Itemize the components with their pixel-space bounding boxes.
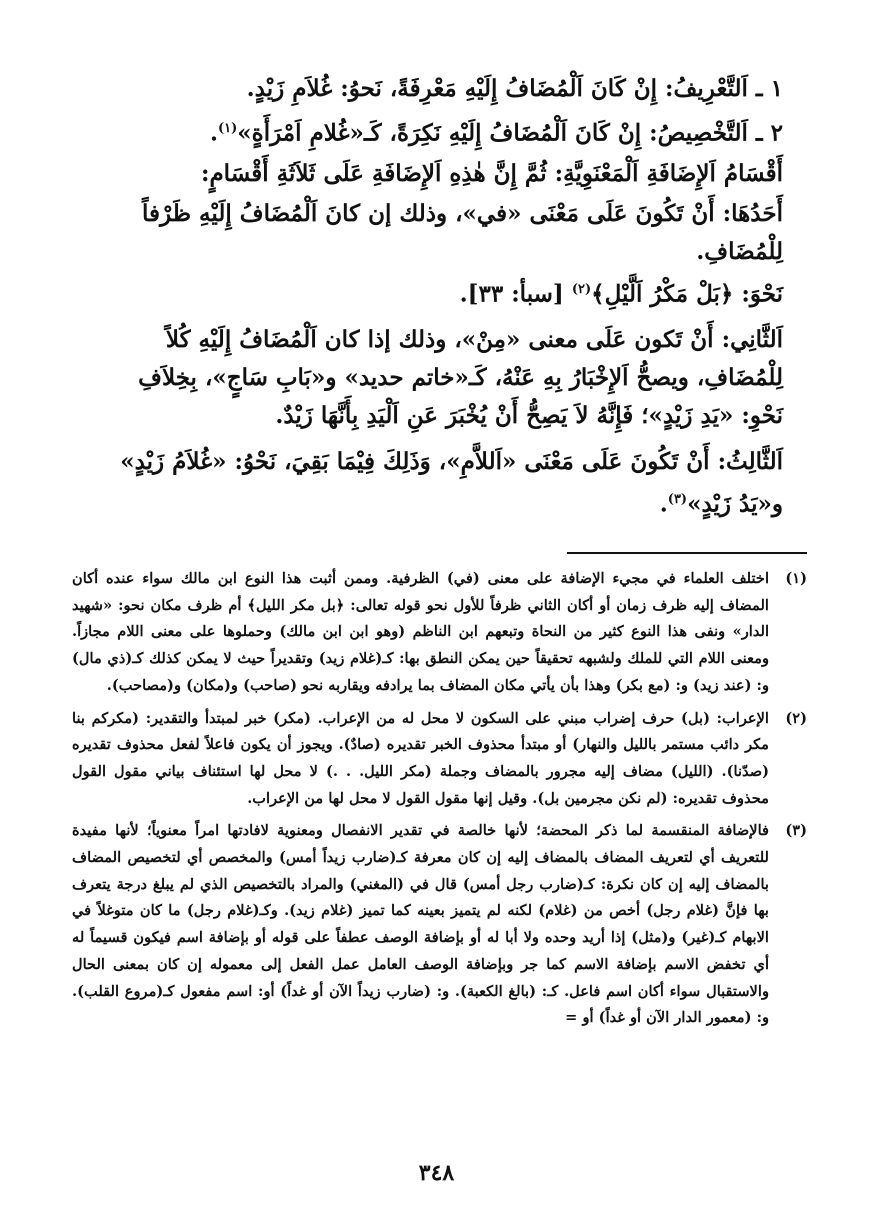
paragraph-first: [100, 195, 783, 314]
item-takhsis: ٢ ـ اَلتَّخْصِيصُ: إِنْ كَانَ اَلْمُضَافُ إِلَيْهِ نَكِرَةً، كَـ«غُلامِ اَمْرَأَةٍ»$^{(١)}$.: [209, 119, 783, 147]
quran-citation: [سبأ: ٣٣].: [459, 280, 564, 308]
footnote-2: [72, 706, 807, 813]
footnote-ref-3[interactable]: (٣): [667, 492, 688, 508]
footnote-3: [72, 818, 807, 1032]
page-number: ٣٤٨: [418, 1160, 455, 1186]
footnote-body: [72, 706, 769, 813]
footnote-1: [72, 566, 807, 700]
footnote-ref-2[interactable]: (٢): [571, 281, 592, 297]
item-tarif-text: ١ ـ اَلتَّعْرِيفُ: إِنْ كَانَ اَلْمُضَافُ إِلَيْهِ مَعْرِفَةً، نَحوُ: غُلاَمِ زَيْدٍ.: [246, 75, 783, 102]
footnote-text: فالإضافة المنقسمة لما ذكر المحضة؛ لأنها خالصة في تقدير الانفصال ومعنوية لافادتها امراً معنوياً؛ لأنها مفيدة للتعريف أي لتعريف المضاف بالمضاف إليه إن كان معرفة كـ(ضارب زيداً أمس) والمخصص أي لتخصيص المضاف بالمضاف إليه إن كان نكرة: كـ(ضارب رجل أمس) قال في (المغني) والمراد بالتخصيص الذي لم يبلغ درجة يتعرف بها فإنَّ (غلام رجل) أخص من (غلام) لكنه لم يتميز بعينه كما تميز (غلام زيد). وكـ(غلام رجل) ما كان متوغلاً في الابهام كـ(غير) و(مثل) إذا أريد وحده ولا أبا له أو بإضافة الوصف عطفاً على قوله أو بإضافة اسم فيكون قسيماً له أي تخفض الاسم بإضافة الاسم كما جر وبإضافة الوصف العامل عمل الفعل إلى معموله إن كان بمعنى الحال والاستقبال سواء أكان اسم فاعل. كـ: (بالغ الكعبة). و: (ضارب زيداً الآن أو غداً) أو: اسم مفعول كـ(مروع القلب). و: (معمور الدار الآن أو غداً) أو =: [72, 822, 769, 1027]
footnote-separator: [567, 552, 807, 554]
paragraph-second-text: اَلثَّانِي: أَنْ تَكون عَلَى معنى «مِنْ»، وذلك إذا كان اَلْمُضَافُ إِلَيْهِ كُلاً لِلْمُضَافِ، ويصحُّ اَلإِخْبَارُ بِهِ عَنْهُ، كَـ«خاتم حديد» و«بَابِ سَاجٍ»، بِخِلاَفِ نَحْوِ: «يَدِ زَيْدٍ»؛ فَإِنَّهُ لاَ يَصِحُّ أَنْ يُخْبَرَ عَنِ اَلْيَدِ بِأَنَّهَا زَيْدٌ.: [138, 326, 783, 430]
paragraph-second: [100, 321, 783, 435]
footnote-number: (٣): [785, 822, 807, 840]
footnote-ref-1[interactable]: (١): [217, 121, 238, 136]
footnote-text: (بل) حرف إضراب مبني على السكون لا محل له من الإعراب. (مكر) خبر لمبتدأ والتقدير: (مكركم بنا مكر دائب مستمر بالليل والنهار) أو مبتدأ محذوف الخبر تقديره (صادٌ). ويجوز أن يكون فاعلاً لفعل محذوف تقديره (صدّنا). (الليل) مضاف إليه مجرور بالمضاف وجملة (مكر الليل. . .) لا محل لها استئناف بياني مقول القول محذوف تقديره: (لم نكن مجرمين بل). وقيل إنها مقول القول لا محل لها من الإعراب.: [72, 709, 769, 807]
footnote-number: (٢): [785, 709, 807, 727]
section-heading: [100, 155, 783, 193]
paragraph-third: اَلثَّالِثُ: أَنْ تَكُونَ عَلَى مَعْنَى «اَللاَّمِ»، وَذَلِكَ فِيْمَا بَقِيَ، نَحْوُ: «غُلاَمُ زَيْدٍ» و«يَدُ زَيْدٍ»$^{(٣)}$.: [120, 448, 783, 518]
footnotes: [72, 566, 807, 1038]
main-text: [100, 70, 783, 532]
footnote-text: اختلف العلماء في مجيء الإضافة على معنى (في) الظرفية. وممن أثبت هذا النوع ابن مالك سواء عنده أكان المضاف إليه ظرف زمان أو أكان الثاني ظرفاً للأول نحو قوله تعالى: ﴿بل مكر الليل﴾ أم ظرف مكان نحو: «شهيد الدار» ونفى هذا النوع كثير من النحاة وتبعهم ابن الناظم (وهو ابن ابن مالك) وحملوها على معنى اللام مجازاً. ومعنى اللام التي للملك ولشبهه تحقيقاً حين يمكن النطق بها: كـ(غلام زيد) وتقديراً حيث لا يمكن كذلك كـ(ذي مال) و: (عند زيد) و: (مع بكر) وهذا بأن يأتي مكان المضاف بما يرادفه ويقاربه نحو (صاحب) و(مكان) و(مصاحب).: [72, 570, 769, 694]
footnote-label: الإعراب:: [716, 709, 769, 727]
section-heading-text: أَقْسَامُ اَلإِضَافَةِ اَلْمَعْنَوِيَّةِ: ثُمَّ إِنَّ هٰذِهِ اَلإِضَافَةِ عَلَى ثَلاَثَةِ أَقْسَامٍ:: [200, 159, 783, 187]
paragraph-first-example: نَحْوَ: ﴿بَلْ مَكْرُ اَلَّيْلِ﴾: [591, 280, 783, 308]
footnote-number: (١): [785, 570, 807, 587]
item-tarif: [100, 70, 783, 108]
item-takhsis-text: ٢ ـ اَلتَّخْصِيصُ: إِنْ كَانَ اَلْمُضَافُ إِلَيْهِ نَكِرَةً، كَـ«غُلامِ اَمْرَأَةٍ»: [237, 119, 783, 147]
paragraph-third-text: اَلثَّالِثُ: أَنْ تَكُونَ عَلَى مَعْنَى «اَللاَّمِ»، وَذَلِكَ فِيْمَا بَقِيَ، نَحْوُ: «غُلاَمُ زَيْدٍ» و«يَدُ زَيْدٍ»: [120, 448, 783, 518]
paragraph-first-text: أَحَدُهَا: أَنْ تَكُونَ عَلَى مَعْنَى «في»، وذلك إن كانَ اَلْمُضَافُ إِلَيْهِ ظَرْفاً لِلْمُضَافِ.: [142, 199, 783, 265]
